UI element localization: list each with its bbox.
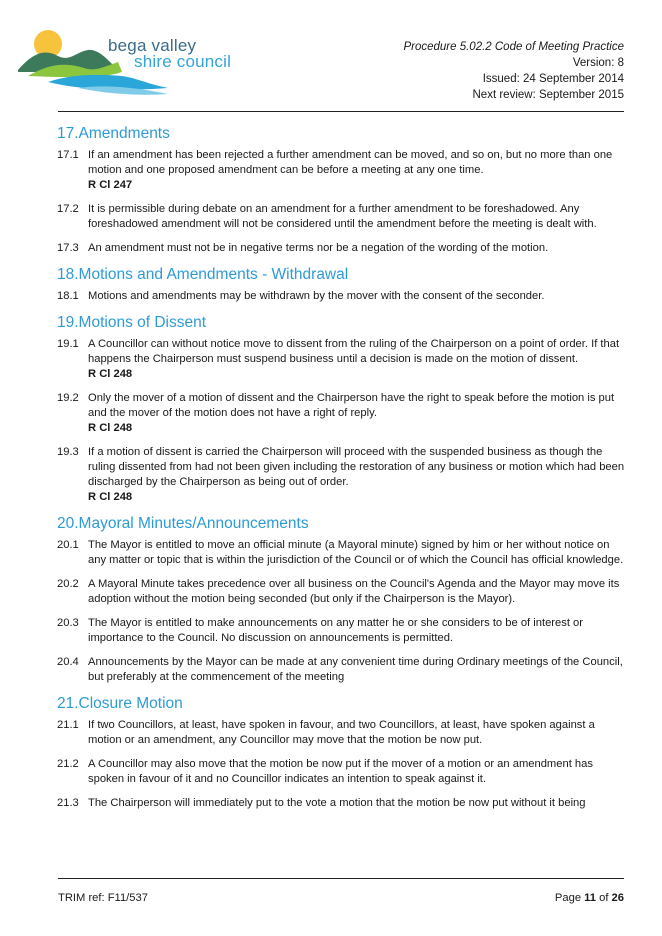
clause-number: 21.3 xyxy=(57,797,79,809)
procedure-title: Procedure 5.02.2 Code of Meeting Practice xyxy=(403,41,624,53)
clause-text: A Mayoral Minute takes precedence over all business on the Council's Agenda and the Mayor may move its adoption without the motion being seconded (but only if the Chairperson is the Mayor). xyxy=(88,578,620,605)
header-divider xyxy=(58,111,624,112)
clause-body xyxy=(88,202,627,232)
section-heading: 19.Motions of Dissent xyxy=(57,314,207,331)
clause-number: 19.2 xyxy=(57,392,79,404)
clause-body xyxy=(88,241,627,256)
page-separator: of xyxy=(596,892,612,904)
clause-body xyxy=(88,538,627,568)
logo-wordmark xyxy=(108,38,231,70)
logo-line-1: bega valley xyxy=(108,36,197,55)
clause xyxy=(57,391,627,436)
logo-line-2: shire council xyxy=(134,52,232,71)
section-heading: 20.Mayoral Minutes/Announcements xyxy=(57,515,309,532)
clause-number: 17.3 xyxy=(57,242,79,254)
section xyxy=(57,313,627,505)
page-number xyxy=(555,892,624,904)
section-heading: 17.Amendments xyxy=(57,125,170,142)
section xyxy=(57,124,627,256)
clause-number: 17.2 xyxy=(57,203,79,215)
regulation-reference: R Cl 248 xyxy=(88,368,133,380)
clause xyxy=(57,337,627,382)
clause-body xyxy=(88,445,627,505)
clause-body xyxy=(88,655,627,685)
clause-number: 21.1 xyxy=(57,719,79,731)
document-body xyxy=(57,124,627,820)
clause-text: Only the mover of a motion of dissent and the Chairperson have the right to speak before the motion is put and the mover of the motion does not have a right of reply. xyxy=(88,392,615,419)
clause-number: 20.1 xyxy=(57,539,79,551)
clause-body xyxy=(88,289,627,304)
clause xyxy=(57,757,627,787)
regulation-reference: R Cl 248 xyxy=(88,491,133,503)
clause-text: If two Councillors, at least, have spoken in favour, and two Councillors, at least, have spoken against a motion or an amendment, any Councillor may move that the motion be now put. xyxy=(88,719,595,746)
section xyxy=(57,514,627,685)
clause-number: 21.2 xyxy=(57,758,79,770)
section xyxy=(57,694,627,811)
section-heading: 21.Closure Motion xyxy=(57,695,183,712)
clause-number: 19.3 xyxy=(57,446,79,458)
clause xyxy=(57,718,627,748)
clause-body xyxy=(88,796,627,811)
clause-text: The Mayor is entitled to make announcements on any matter he or she considers to be of interest or importance to the Council. No discussion on announcements is permitted. xyxy=(88,617,583,644)
clause-body xyxy=(88,616,627,646)
page-prefix: Page xyxy=(554,892,585,904)
clause xyxy=(57,577,627,607)
clause-text: An amendment must not be in negative terms nor be a negation of the wording of the motion. xyxy=(88,242,549,254)
issued-date: Issued: 24 September 2014 xyxy=(482,73,624,85)
clause xyxy=(57,538,627,568)
clause-number: 17.1 xyxy=(57,149,79,161)
clause-body xyxy=(88,757,627,787)
clause-body xyxy=(88,337,627,382)
clause xyxy=(57,655,627,685)
clause xyxy=(57,202,627,232)
clause xyxy=(57,445,627,505)
clause xyxy=(57,148,627,193)
version-label: Version: 8 xyxy=(572,57,624,69)
clause-text: Announcements by the Mayor can be made at any convenient time during Ordinary meetings of the Council, but preferably at the commencement of the meeting xyxy=(88,656,623,683)
clause-number: 18.1 xyxy=(57,290,79,302)
regulation-reference: R Cl 248 xyxy=(88,422,133,434)
clause-number: 20.2 xyxy=(57,578,79,590)
clause xyxy=(57,241,627,256)
footer-divider xyxy=(58,878,624,879)
clause-body xyxy=(88,577,627,607)
clause xyxy=(57,616,627,646)
next-review-date: Next review: September 2015 xyxy=(472,89,624,101)
section xyxy=(57,265,627,304)
document-meta xyxy=(403,39,624,103)
clause-text: The Chairperson will immediately put to the vote a motion that the motion be now put without it being xyxy=(88,797,586,809)
clause-text: The Mayor is entitled to move an official minute (a Mayoral minute) signed by him or her without notice on any matter or topic that is within the jurisdiction of the Council or of which the Council has official knowledge. xyxy=(88,539,624,566)
clause-number: 19.1 xyxy=(57,338,79,350)
clause xyxy=(57,289,627,304)
clause-text: If an amendment has been rejected a further amendment can be moved, and so on, but no more than one motion and one proposed amendment can be before a meeting at any one time. xyxy=(88,149,613,176)
clause xyxy=(57,796,627,811)
clause-text: It is permissible during debate on an amendment for a further amendment to be foreshadowed. Any foreshadowed amendment will not be considered until the amendment before the meeting is dealt with. xyxy=(88,203,597,230)
clause-text: A Councillor may also move that the motion be now put if the mover of a motion or an amendment has spoken in favour of it and no Councillor indicates an intention to speak against it. xyxy=(88,758,593,785)
clause-body xyxy=(88,148,627,193)
clause-body xyxy=(88,391,627,436)
clause-text: Motions and amendments may be withdrawn by the mover with the consent of the seconder. xyxy=(88,290,545,302)
regulation-reference: R Cl 247 xyxy=(88,179,133,191)
clause-number: 20.3 xyxy=(57,617,79,629)
clause-number: 20.4 xyxy=(57,656,79,668)
clause-text: A Councillor can without notice move to dissent from the ruling of the Chairperson on a point of order. If that happens the Chairperson must suspend business until a decision is made on the motion of dissent. xyxy=(88,338,620,365)
page-current: 11 xyxy=(584,892,596,904)
section-heading: 18.Motions and Amendments - Withdrawal xyxy=(57,266,349,283)
clause-body xyxy=(88,718,627,748)
trim-reference: TRIM ref: F11/537 xyxy=(58,892,148,904)
clause-text: If a motion of dissent is carried the Chairperson will proceed with the suspended business as though the ruling dissented from had not been given including the restoration of any business or motion which had been discharged by the Chairperson as being out of order. xyxy=(88,446,625,488)
page-total: 26 xyxy=(611,892,624,904)
